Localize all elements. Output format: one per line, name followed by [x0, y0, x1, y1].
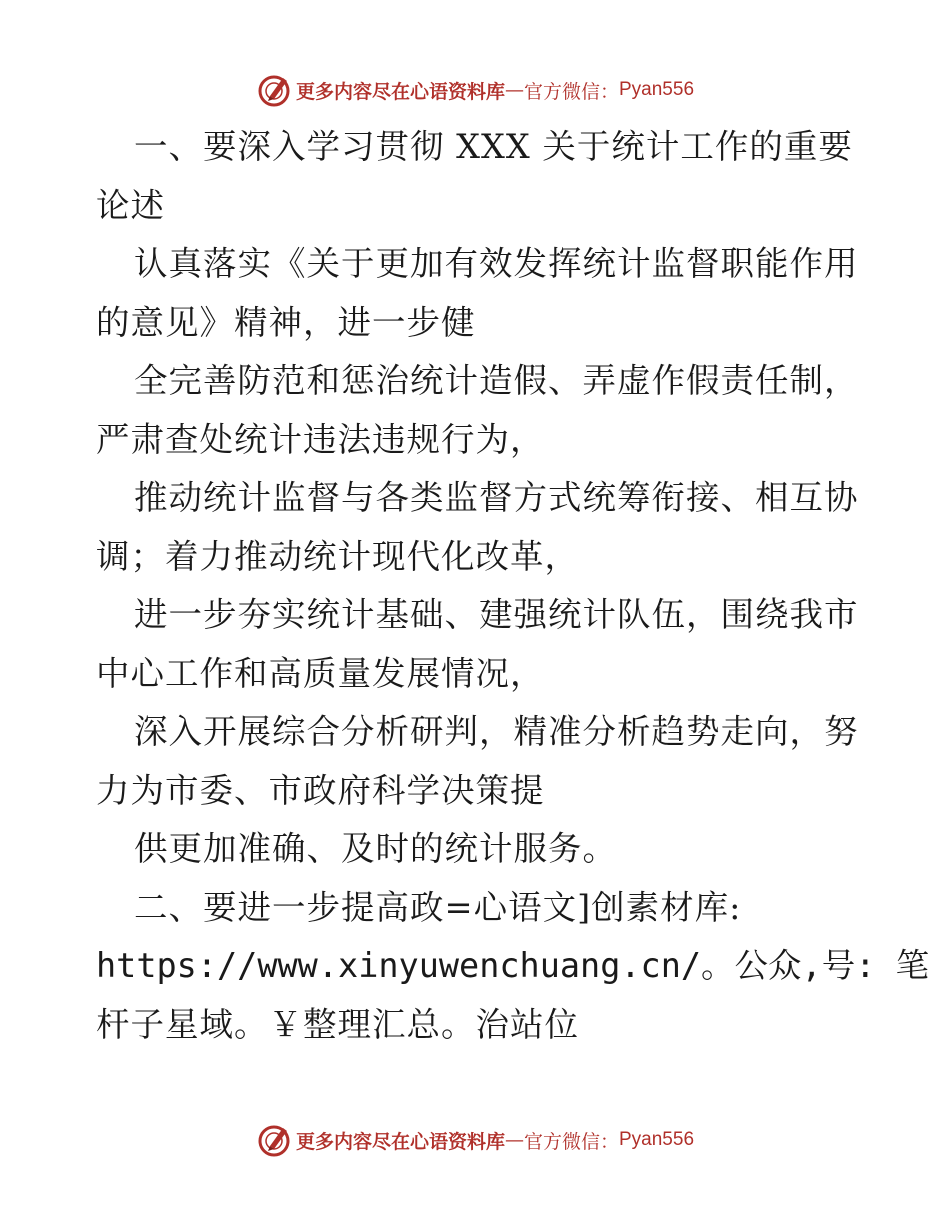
document-body	[96, 118, 930, 1054]
paragraph-line: 全完善防范和惩治统计造假、弄虚作假责任制，	[134, 361, 859, 400]
header-watermark-banner	[0, 70, 950, 110]
paragraph-line: 深入开展综合分析研判，精准分析趋势走向，努	[134, 712, 859, 751]
heading-section-one: 一、要深入学习贯彻 XXX 关于统计工作的重要	[134, 127, 853, 166]
paragraph-line: 的意见》精神，进一步健	[96, 302, 476, 342]
banner-separator: —	[504, 1129, 524, 1151]
paragraph-line: 认真落实《关于更加有效发挥统计监督职能作用	[134, 244, 859, 283]
url-line: https://www.xinyuwenchuang.cn/。公众,号: 笔	[96, 946, 930, 985]
paragraph-line: 进一步夯实统计基础、建强统计队伍，围绕我市	[134, 595, 859, 634]
paragraph-line: 供更加准确、及时的统计服务。	[134, 829, 617, 868]
paragraph-line: 力为市委、市政府科学决策提	[96, 770, 545, 810]
heading-section-two: 二、要进一步提高政=心语文]创素材库:	[134, 887, 742, 927]
banner-separator: —	[504, 79, 524, 101]
paragraph-line: 杆子星域。￥整理汇总。治站位	[96, 1004, 579, 1044]
paragraph-line: 中心工作和高质量发展情况，	[96, 653, 545, 693]
paragraph-line: 论述	[96, 185, 165, 225]
banner-main-text: 更多内容尽在心语资料库	[295, 80, 505, 103]
pen-nib-logo-icon	[256, 1122, 292, 1158]
pen-nib-logo-icon	[256, 72, 292, 108]
banner-main-text: 更多内容尽在心语资料库	[295, 1130, 505, 1153]
paragraph-line: 严肃查处统计违法违规行为，	[96, 419, 545, 459]
banner-wechat-id: Pyan556	[619, 1129, 695, 1150]
footer-watermark-banner	[0, 1120, 950, 1160]
banner-wechat-label: 官方微信：	[523, 1130, 619, 1153]
banner-wechat-id: Pyan556	[619, 79, 695, 100]
paragraph-line: 调；着力推动统计现代化改革，	[96, 536, 579, 576]
paragraph-line: 推动统计监督与各类监督方式统筹衔接、相互协	[134, 478, 859, 517]
banner-wechat-label: 官方微信：	[523, 80, 619, 103]
